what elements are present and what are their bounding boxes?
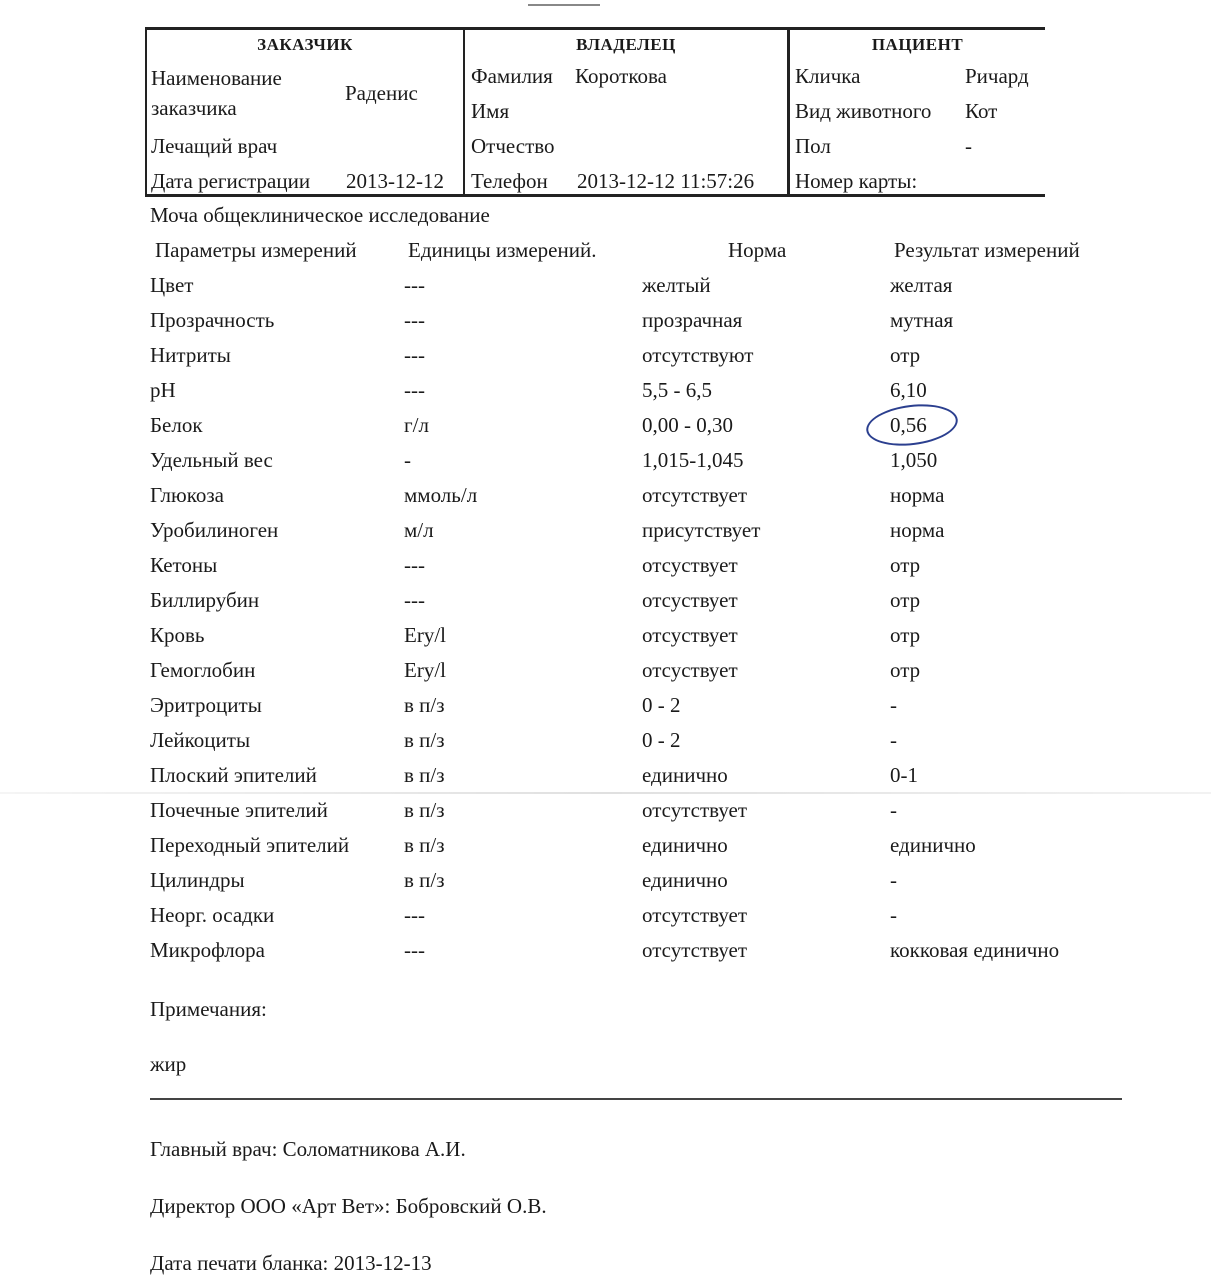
row-result: - bbox=[890, 728, 897, 752]
row-param: Неорг. осадки bbox=[150, 903, 275, 927]
row-param: Кровь bbox=[150, 623, 205, 647]
row-unit: м/л bbox=[404, 518, 434, 542]
row-norm: отсуствует bbox=[642, 658, 738, 682]
header-unit: Единицы измерений. bbox=[408, 238, 597, 262]
row-result: единично bbox=[890, 833, 976, 857]
row-norm: 0 - 2 bbox=[642, 728, 681, 752]
customer-name-label-1: Наименование bbox=[151, 66, 282, 90]
row-norm: 0 - 2 bbox=[642, 693, 681, 717]
row-unit: - bbox=[404, 448, 411, 472]
row-result: отр bbox=[890, 343, 921, 367]
row-param: Белок bbox=[150, 413, 203, 437]
row-param: Удельный вес bbox=[150, 448, 273, 472]
row-param: Глюкоза bbox=[150, 483, 224, 507]
row-unit: в п/з bbox=[404, 728, 445, 752]
species-value: Кот bbox=[965, 99, 998, 123]
doctor-label: Лечащий врач bbox=[151, 134, 278, 158]
row-param: Лейкоциты bbox=[150, 728, 251, 752]
row-param: Почечные эпителий bbox=[150, 798, 328, 822]
row-param: pH bbox=[150, 378, 176, 402]
species-label: Вид животного bbox=[795, 99, 932, 123]
director: Директор ООО «Арт Вет»: Бобровский О.В. bbox=[150, 1194, 547, 1218]
row-param: Эритроциты bbox=[150, 693, 262, 717]
row-param: Кетоны bbox=[150, 553, 218, 577]
row-unit: --- bbox=[404, 273, 425, 297]
surname-value: Короткова bbox=[575, 64, 667, 88]
row-unit: Ery/l bbox=[404, 623, 446, 647]
owner-title: ВЛАДЕЛЕЦ bbox=[576, 35, 676, 54]
row-result: 6,10 bbox=[890, 378, 927, 402]
row-norm: отсутствует bbox=[642, 798, 748, 822]
row-param: Уробилиноген bbox=[150, 518, 279, 542]
pen-circle-mark bbox=[864, 400, 960, 451]
header-norm: Норма bbox=[728, 238, 787, 262]
row-norm: единично bbox=[642, 833, 728, 857]
owner-box bbox=[465, 27, 789, 197]
row-norm: 5,5 - 6,5 bbox=[642, 378, 712, 402]
name-label: Имя bbox=[471, 99, 510, 123]
row-unit: в п/з bbox=[404, 868, 445, 892]
customer-title: ЗАКАЗЧИК bbox=[257, 35, 353, 54]
surname-label: Фамилия bbox=[471, 64, 553, 88]
sex-label: Пол bbox=[795, 134, 831, 158]
notes-label: Примечания: bbox=[150, 997, 267, 1021]
row-unit: --- bbox=[404, 308, 425, 332]
row-param: Биллирубин bbox=[150, 588, 260, 612]
row-param: Цилиндры bbox=[150, 868, 245, 892]
sex-value: - bbox=[965, 134, 972, 158]
row-unit: --- bbox=[404, 903, 425, 927]
customer-box bbox=[145, 27, 465, 197]
row-param: Гемоглобин bbox=[150, 658, 256, 682]
row-param: Микрофлора bbox=[150, 938, 265, 962]
paper-fold-line bbox=[0, 792, 1211, 794]
row-param: Переходный эпителий bbox=[150, 833, 350, 857]
row-unit: Ery/l bbox=[404, 658, 446, 682]
scan-mark bbox=[528, 4, 600, 6]
row-unit: в п/з bbox=[404, 763, 445, 787]
row-result: отр bbox=[890, 553, 921, 577]
phone-value: 2013-12-12 11:57:26 bbox=[577, 169, 755, 193]
row-unit: --- bbox=[404, 378, 425, 402]
row-unit: --- bbox=[404, 343, 425, 367]
customer-name-label-2: заказчика bbox=[151, 96, 237, 120]
header-param: Параметры измерений bbox=[155, 238, 357, 262]
nickname-label: Кличка bbox=[795, 64, 861, 88]
nickname-value: Ричард bbox=[965, 64, 1029, 88]
row-norm: желтый bbox=[642, 273, 711, 297]
row-result: отр bbox=[890, 658, 921, 682]
row-result: мутная bbox=[890, 308, 954, 332]
row-norm: присутствует bbox=[642, 518, 761, 542]
patient-box bbox=[789, 27, 1045, 197]
row-param: Прозрачность bbox=[150, 308, 275, 332]
row-unit: ммоль/л bbox=[404, 483, 478, 507]
row-result: - bbox=[890, 693, 897, 717]
row-param: Нитриты bbox=[150, 343, 231, 367]
row-param: Плоский эпителий bbox=[150, 763, 317, 787]
row-unit: в п/з bbox=[404, 798, 445, 822]
row-norm: отсуствует bbox=[642, 588, 738, 612]
chief-doctor: Главный врач: Соломатникова А.И. bbox=[150, 1137, 466, 1161]
row-norm: 0,00 - 0,30 bbox=[642, 413, 733, 437]
row-result: отр bbox=[890, 623, 921, 647]
row-norm: отсуствует bbox=[642, 623, 738, 647]
row-result: - bbox=[890, 868, 897, 892]
row-unit: в п/з bbox=[404, 833, 445, 857]
print-date: Дата печати бланка: 2013-12-13 bbox=[150, 1251, 432, 1275]
row-norm: отсуствует bbox=[642, 553, 738, 577]
notes-value: жир bbox=[150, 1052, 187, 1076]
row-param: Цвет bbox=[150, 273, 194, 297]
row-result: 0,56 bbox=[890, 413, 927, 437]
patronymic-label: Отчество bbox=[471, 134, 555, 158]
card-number-label: Номер карты: bbox=[795, 169, 918, 193]
row-result: 1,050 bbox=[890, 448, 938, 472]
row-result: норма bbox=[890, 483, 945, 507]
row-norm: отсутствует bbox=[642, 938, 748, 962]
reg-date-label: Дата регистрации bbox=[151, 169, 311, 193]
row-norm: единично bbox=[642, 868, 728, 892]
row-result: отр bbox=[890, 588, 921, 612]
row-result: желтая bbox=[890, 273, 953, 297]
row-unit: --- bbox=[404, 553, 425, 577]
phone-label: Телефон bbox=[471, 169, 548, 193]
row-norm: отсутствует bbox=[642, 483, 748, 507]
row-norm: 1,015-1,045 bbox=[642, 448, 744, 472]
reg-date-value: 2013-12-12 bbox=[346, 169, 444, 193]
row-norm: отсутствуют bbox=[642, 343, 754, 367]
row-result: - bbox=[890, 798, 897, 822]
patient-title: ПАЦИЕНТ bbox=[871, 35, 964, 54]
row-norm: прозрачная bbox=[642, 308, 743, 332]
row-unit: --- bbox=[404, 938, 425, 962]
row-result: норма bbox=[890, 518, 945, 542]
row-result: кокковая единично bbox=[890, 938, 1060, 962]
row-unit: г/л bbox=[404, 413, 429, 437]
row-result: - bbox=[890, 903, 897, 927]
study-title: Моча общеклиническое исследование bbox=[150, 203, 490, 227]
header-result: Результат измерений bbox=[894, 238, 1080, 262]
row-norm: единично bbox=[642, 763, 728, 787]
row-unit: --- bbox=[404, 588, 425, 612]
row-unit: в п/з bbox=[404, 693, 445, 717]
customer-name-value: Раденис bbox=[345, 81, 418, 105]
divider-line bbox=[150, 1098, 1122, 1100]
row-norm: отсутствует bbox=[642, 903, 748, 927]
row-result: 0-1 bbox=[890, 763, 918, 787]
